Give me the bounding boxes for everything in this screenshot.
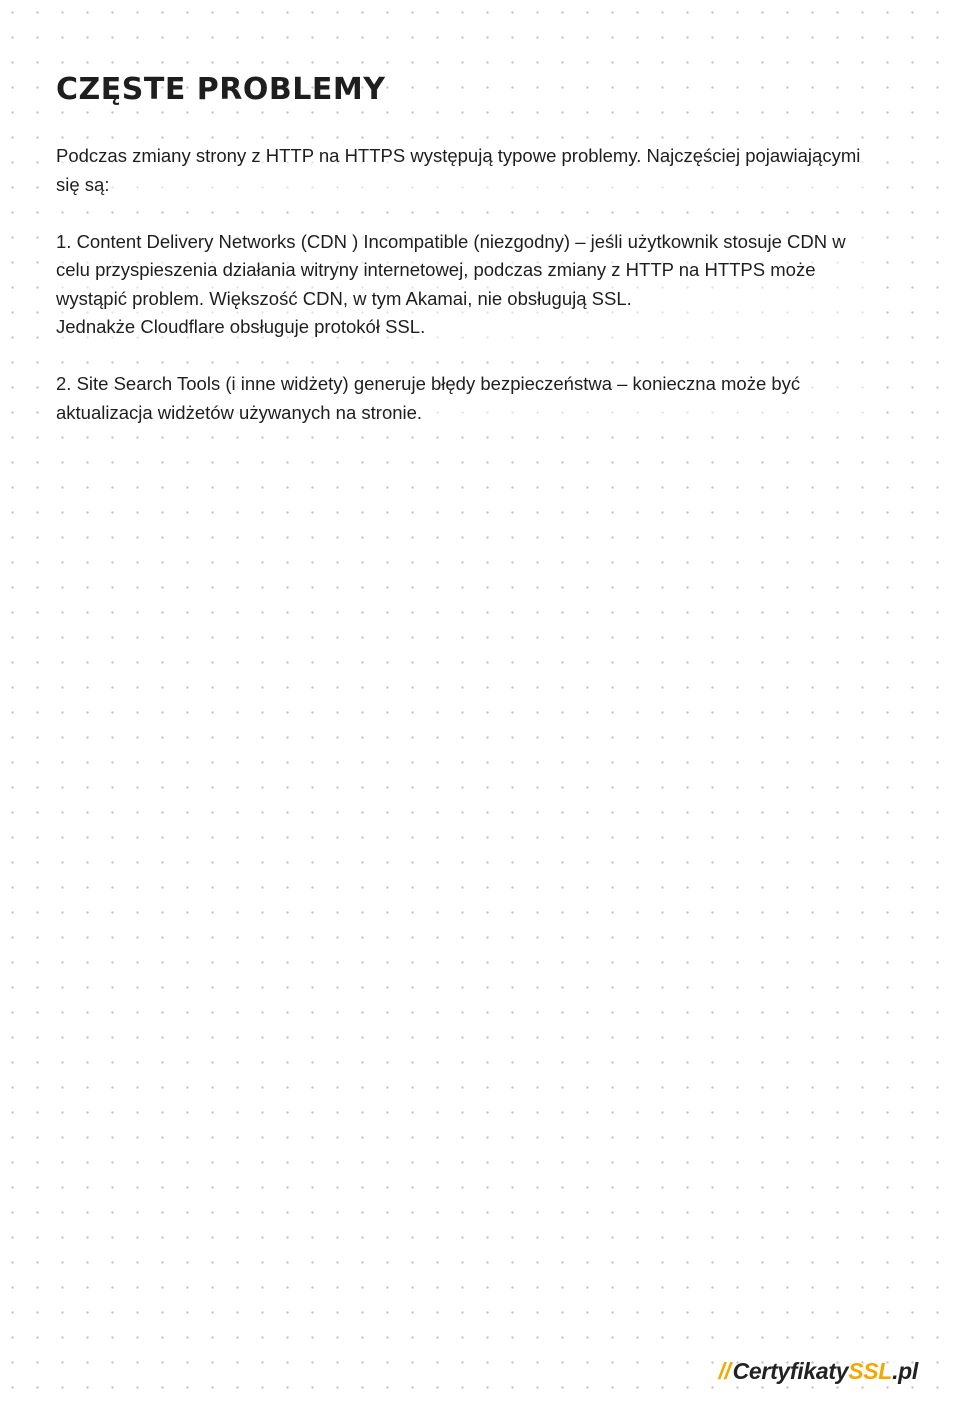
logo-name: Certyfikaty: [732, 1358, 849, 1384]
list-item-cdn: [56, 228, 876, 342]
list-item-site-search: [56, 370, 876, 427]
page-heading: CZĘSTE PROBLEMY: [56, 72, 386, 107]
logo-tld: .pl: [892, 1358, 918, 1384]
list-item-cdn-note: Jednakże Cloudflare obsługuje protokół SSL.: [56, 316, 426, 337]
intro-paragraph: Podczas zmiany strony z HTTP na HTTPS występują typowe problemy. Najczęściej pojawiającymi się są:: [56, 142, 876, 199]
document-body: [56, 142, 876, 456]
list-item-cdn-text: 1. Content Delivery Networks (CDN ) Incompatible (niezgodny) – jeśli użytkownik stosuje CDN w celu przyspieszenia działania witryny internetowej, podczas zmiany z HTTP na HTTPS może wystąpić problem. Większość CDN, w tym Akamai, nie obsługują SSL.: [56, 230, 846, 309]
certyfikatyssl-logo: [718, 1358, 918, 1385]
logo-slashes: //: [718, 1358, 731, 1384]
list-item-site-search-text: 2. Site Search Tools (i inne widżety) generuje błędy bezpieczeństwa – konieczna może być aktualizacja widżetów używanych na stronie.: [56, 373, 801, 423]
logo-accent: SSL: [848, 1358, 893, 1384]
